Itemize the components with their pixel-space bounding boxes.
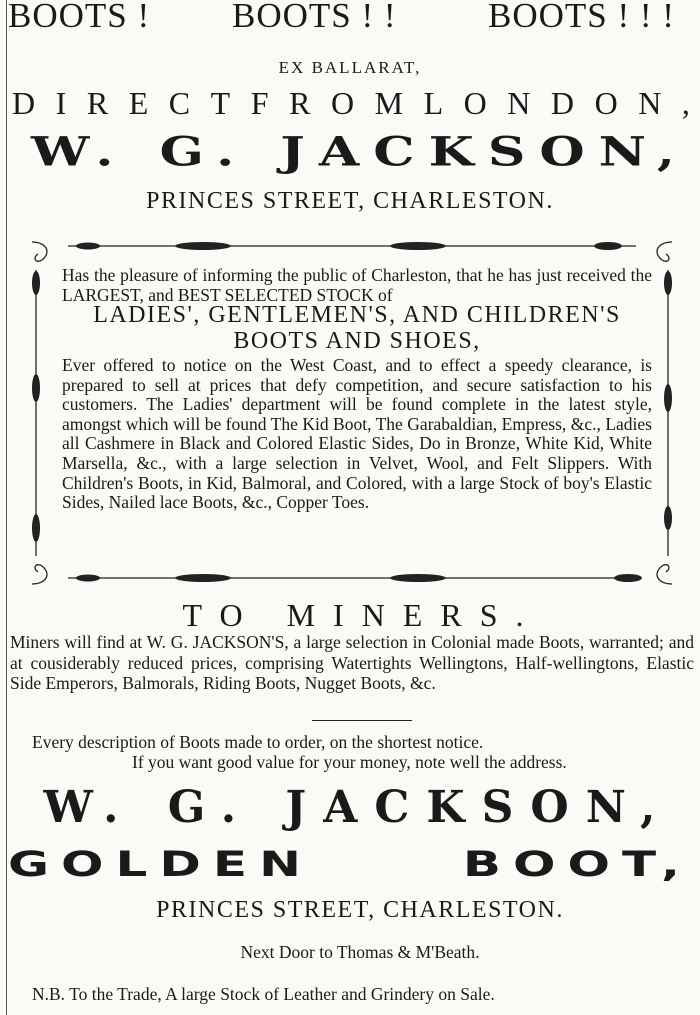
notice-body: Ever offered to notice on the West Coast, and to effect a speedy clearance, is prepared to sell at prices that defy competition, and secure satisfaction to his customers. The Ladies' department will be found complete in the latest style, amongst which will be found The Kid Boot, The Garabaldian, Empress, &c., Ladies all Cashmere in Black and Colored Elastic Sides, Do in Bronze, White Kid, White Marsella, &c., with a large selection in Velvet, Wool, and Felt Slippers. With Children's Boots, in Kid, Balmoral, and Colored, with a large Stock of boy's Elastic Sides, Nailed lace Boots, &c., Copper Toes. [62, 355, 652, 513]
boots-word-3: BOOTS ! ! ! [488, 0, 675, 35]
direct-from-london-letter: O [330, 85, 357, 121]
notice-intro: Has the pleasure of informing the public of Charleston, that he has just received the LARGEST, and BEST SELECTED STOCK of [62, 265, 652, 305]
miners-text: Miners will find at W. G. JACKSON'S, a large selection in Colonial made Boots, warranted; and at cousiderably reduced prices, comprising Watertights Wellingtons, Half-wellingtons, Elastic Side Emperors, Balmorals, Riding Boots, Nugget Boots, &c. [10, 632, 694, 693]
address-top: PRINCES STREET, CHARLESTON. [146, 188, 554, 214]
ex-ballarat-line: EX BALLARAT, [278, 58, 422, 77]
divider-rule [312, 720, 412, 721]
golden-boot-line [8, 835, 692, 895]
direct-from-london-letter: D [12, 85, 38, 121]
direct-from-london-letter: N [638, 85, 664, 121]
direct-from-london-letter: O [594, 85, 620, 121]
direct-from-london-letter: O [463, 85, 489, 121]
nb-line: N.B. To the Trade, A large Stock of Leather and Grindery on Sale. [32, 984, 495, 1004]
order-line-2: If you want good value for your money, note well the address. [132, 752, 567, 772]
left-column-rule [6, 0, 7, 1015]
direct-from-london-letter: T [210, 85, 233, 121]
order-line-1: Every description of Boots made to order, on the shortest notice. [32, 732, 484, 752]
boot-word: BOOT, [462, 844, 692, 885]
direct-from-london-letter: , [681, 85, 692, 121]
boots-word-2: BOOTS ! ! [232, 0, 397, 35]
direct-from-london-letter: E [128, 85, 151, 121]
boots-word-1: BOOTS ! [8, 0, 151, 35]
direct-from-london-letter: C [168, 85, 193, 121]
next-door-line: Next Door to Thomas & M'Beath. [240, 942, 480, 962]
direct-from-london-letter: M [374, 85, 406, 121]
boots-banner [8, 0, 700, 40]
golden-word: GOLDEN [8, 844, 313, 885]
notice-heading-2: BOOTS AND SHOES, [233, 328, 481, 354]
direct-from-london-letter: D [550, 85, 577, 121]
notice-heading-1: LADIES', GENTLEMEN'S, AND CHILDREN'S [93, 302, 621, 328]
direct-from-london-letter: L [423, 85, 446, 121]
direct-from-london-letter: R [289, 85, 313, 121]
jackson-footer: W. G. JACKSON, [43, 782, 673, 833]
direct-from-london-letter: I [55, 85, 69, 121]
miners-title: TO MINERS. [182, 597, 542, 633]
direct-from-london-letter: N [507, 85, 533, 121]
direct-from-london-letter: F [250, 85, 271, 121]
direct-from-london-line [12, 85, 692, 127]
direct-from-london-letter: R [86, 85, 111, 121]
address-bottom: PRINCES STREET, CHARLESTON. [156, 897, 564, 923]
jackson-header: W. G. JACKSON, [31, 128, 689, 176]
